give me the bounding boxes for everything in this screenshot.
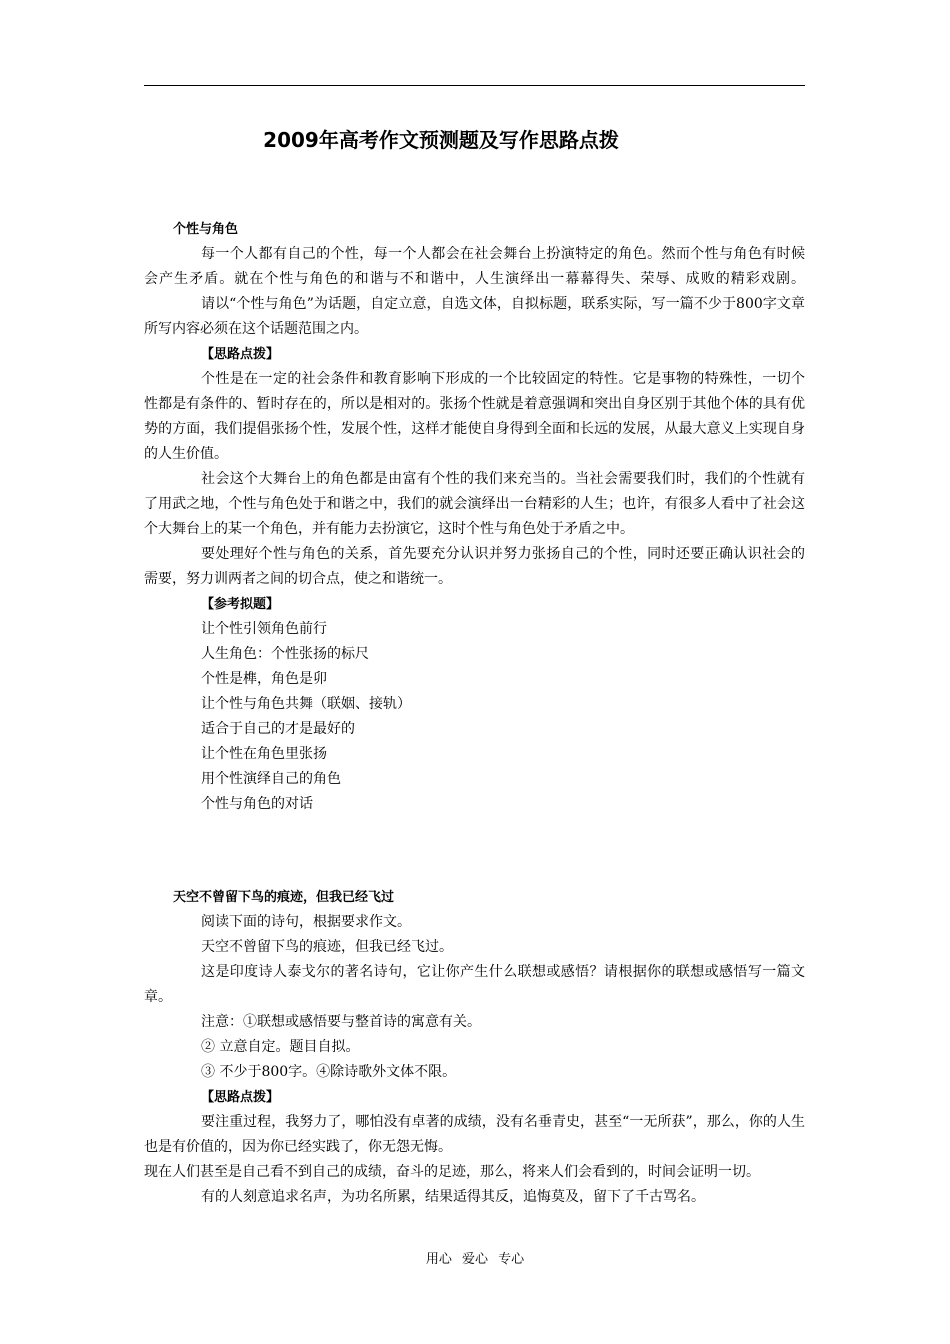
paragraph-line: 这是印度诗人泰戈尔的著名诗句，它让你产生什么联想或感悟？请根据你的联想或感悟写一篇文	[201, 964, 805, 980]
paragraph-line: 要处理好个性与角色的关系，首先要充分认识并努力张扬自己的个性，同时还要正确认识社会的	[201, 546, 805, 562]
paragraph-line: 了用武之地，个性与角色处于和谐之中，我们的就会演绎出一台精彩的人生；也许，有很多人看中了社会这	[144, 496, 805, 512]
header-rule	[144, 85, 805, 86]
paragraph-line: ③ 不少于800字。④除诗歌外文体不限。	[201, 1064, 457, 1080]
ref-title-item: 让个性与角色共舞（联姻、接轨）	[201, 696, 411, 712]
paragraph-line: 章。	[144, 989, 172, 1005]
paragraph-line: 要注重过程，我努力了，哪怕没有卓著的成绩，没有名垂青史，甚至“一无所获”，那么，你的人生	[201, 1114, 805, 1130]
guide-heading: 【思路点拨】	[201, 1090, 280, 1105]
ref-title-item: 让个性在角色里张扬	[201, 746, 327, 762]
paragraph-line: 现在人们甚至是自己看不到自己的成绩，奋斗的足迹，那么，将来人们会看到的，时间会证明一切。	[144, 1164, 760, 1180]
paragraph-line: 社会这个大舞台上的角色都是由富有个性的我们来充当的。当社会需要我们时，我们的个性就有	[201, 471, 805, 487]
section-heading: 个性与角色	[173, 222, 239, 237]
paragraph-line: 天空不曾留下鸟的痕迹，但我已经飞过。	[201, 939, 453, 955]
ref-title-item: 个性与角色的对话	[201, 796, 313, 812]
paragraph-line: 需要，努力训两者之间的切合点，使之和谐统一。	[144, 571, 452, 587]
paragraph-line: 注意：①联想或感悟要与整首诗的寓意有关。	[201, 1014, 481, 1030]
paragraph-line: 阅读下面的诗句，根据要求作文。	[201, 914, 411, 930]
ref-title-item: 个性是榫，角色是卯	[201, 671, 327, 687]
paragraph-line: 性都是有条件的、暂时存在的，所以是相对的。张扬个性就是着意强调和突出自身区别于其他个体的具有优	[144, 396, 805, 412]
paragraph-line: 个性是在一定的社会条件和教育影响下形成的一个比较固定的特性。它是事物的特殊性，一切个	[201, 371, 805, 387]
ref-title-item: 适合于自己的才是最好的	[201, 721, 355, 737]
paragraph-line: 每一个人都有自己的个性，每一个人都会在社会舞台上扮演特定的角色。然而个性与角色有时候	[201, 246, 805, 262]
ref-titles-heading: 【参考拟题】	[201, 597, 280, 612]
guide-heading: 【思路点拨】	[201, 347, 280, 362]
ref-title-item: 用个性演绎自己的角色	[201, 771, 341, 787]
paragraph-line: 请以“个性与角色”为话题，自定立意，自选文体，自拟标题，联系实际，写一篇不少于800字文章	[201, 296, 805, 312]
paragraph-line: 个大舞台上的某一个角色，并有能力去扮演它，这时个性与角色处于矛盾之中。	[144, 521, 634, 537]
paragraph-line: 所写内容必须在这个话题范围之内。	[144, 321, 368, 337]
paragraph-line: ② 立意自定。题目自拟。	[201, 1039, 360, 1055]
paragraph-line: 势的方面，我们提倡张扬个性，发展个性，这样才能使自身得到全面和长远的发展，从最大意义上实现自身	[144, 421, 805, 437]
paragraph-line: 也是有价值的，因为你已经实践了，你无怨无悔。	[144, 1139, 452, 1155]
ref-title-item: 让个性引领角色前行	[201, 621, 327, 637]
paragraph-line: 会产生矛盾。就在个性与角色的和谐与不和谐中，人生演绎出一幕幕得失、荣辱、成败的精彩戏剧。	[144, 271, 805, 287]
page-footer: 用心 爱心 专心	[425, 1252, 525, 1267]
paragraph-line: 的人生价值。	[144, 446, 228, 462]
ref-title-item: 人生角色：个性张扬的标尺	[201, 646, 369, 662]
section-heading: 天空不曾留下鸟的痕迹，但我已经飞过	[173, 890, 395, 905]
page-title: 2009年高考作文预测题及写作思路点拨	[263, 128, 619, 152]
paragraph-line: 有的人刻意追求名声，为功名所累，结果适得其反，追悔莫及，留下了千古骂名。	[201, 1189, 705, 1205]
